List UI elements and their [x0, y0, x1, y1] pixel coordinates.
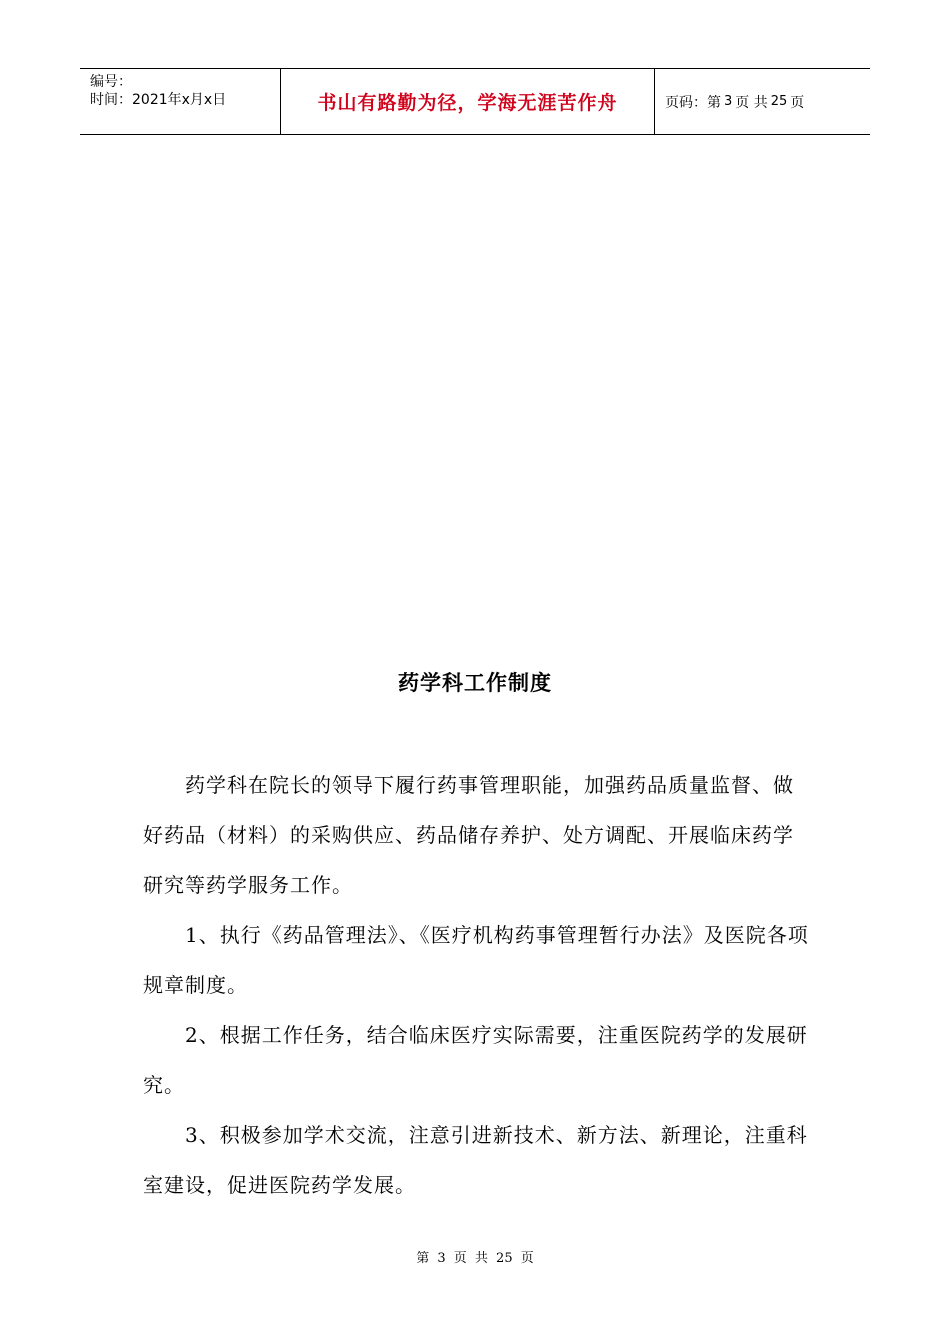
page-header: [80, 68, 870, 135]
page-mid: 页 共: [735, 94, 768, 111]
paragraph-item-3: 3、积极参加学术交流，注意引进新技术、新方法、新理论，注重科室建设，促进医院药学发展。: [143, 1123, 808, 1197]
paragraph-intro: 药学科在院长的领导下履行药事管理职能，加强药品质量监督、做好药品（材料）的采购供应、药品储存养护、处方调配、开展临床药学研究等药学服务工作。: [143, 773, 794, 897]
page-suffix: 页: [790, 94, 805, 111]
page-current: 3: [724, 94, 733, 109]
document-body: [143, 760, 813, 1210]
page-footer: 第 3 页 共 25 页: [416, 1251, 534, 1266]
document-number-label: 编号：: [90, 74, 132, 90]
paragraph-item-2: 2、根据工作任务，结合临床医疗实际需要，注重医院药学的发展研究。: [143, 1023, 808, 1097]
paragraph-item-1: 1、执行《药品管理法》、《医疗机构药事管理暂行办法》及医院各项规章制度。: [143, 923, 809, 997]
document-date: 时间：2021年x月x日: [90, 92, 227, 108]
header-page-info: [655, 69, 870, 134]
page-prefix: 页码：第: [665, 94, 721, 111]
document-title: 药学科工作制度: [398, 671, 552, 695]
header-motto: 书山有路勤为径，学海无涯苦作舟: [281, 69, 655, 134]
page-total: 25: [770, 94, 788, 109]
header-meta: [80, 69, 281, 134]
